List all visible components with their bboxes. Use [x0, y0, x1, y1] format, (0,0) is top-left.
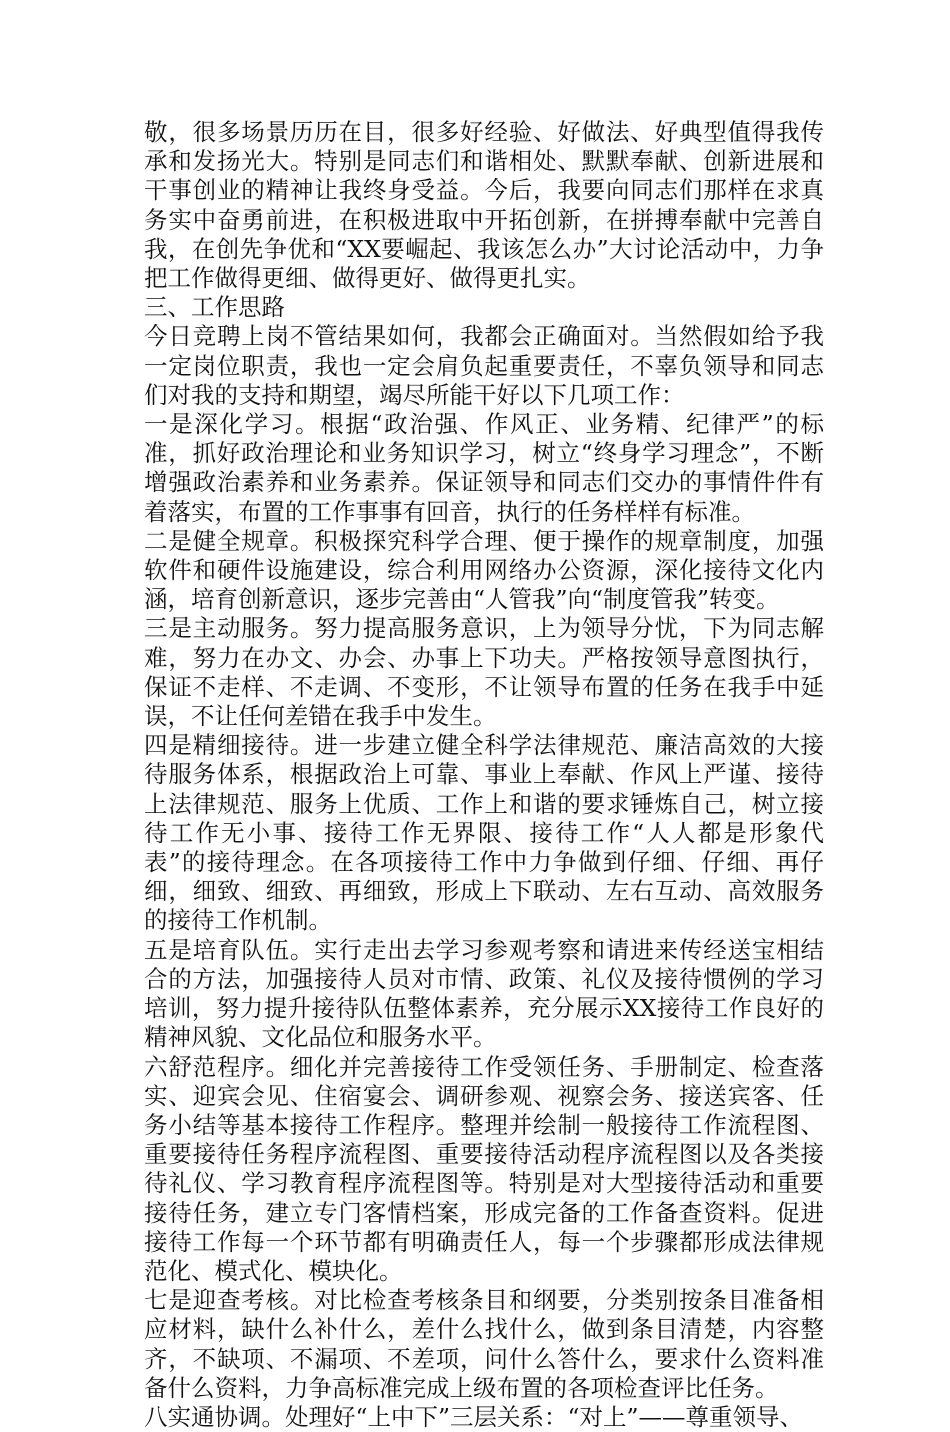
- document-body: [144, 118, 824, 1432]
- section-heading-work-ideas: 三、工作思路: [144, 293, 285, 322]
- paragraph-item-4: 四是精细接待。进一步建立健全科学法律规范、廉洁高效的大接待服务体系，根据政治上可靠、事业上奉献、作风上严谨、接待上法律规范、服务上优质、工作上和谐的要求锤炼自己，树立接待工作无小事、接待工作无界限、接待工作“人人都是形象代表”的接待理念。在各项接待工作中力争做到仔细、仔细、再仔细，细致、细致、再细致，形成上下联动、左右互动、高效服务的接待工作机制。: [144, 731, 824, 935]
- paragraph-opening: 今日竞聘上岗不管结果如何，我都会正确面对。当然假如给予我一定岗位职责，我也一定会肩负起重要责任，不辜负领导和同志们对我的支持和期望，竭尽所能干好以下几项工作：: [144, 322, 824, 409]
- paragraph-item-7: 七是迎查考核。对比检查考核条目和纲要，分类别按条目准备相应材料，缺什么补什么，差什么找什么，做到条目清楚，内容整齐，不缺项、不漏项、不差项，问什么答什么，要求什么资料准备什么资料，力争高标准完成上级布置的各项检查评比任务。: [144, 1286, 824, 1402]
- paragraph-item-2: 二是健全规章。积极探究科学合理、便于操作的规章制度，加强软件和硬件设施建设，综合利用网络办公资源，深化接待文化内涵，培育创新意识，逐步完善由“人管我”向“制度管我”转变。: [144, 526, 824, 614]
- paragraph-intro-continued: 敬，很多场景历历在目，很多好经验、好做法、好典型值得我传承和发扬光大。特别是同志们和谐相处、默默奉献、创新进展和干事创业的精神让我终身受益。今后，我要向同志们那样在求真务实中奋勇前进，在积极进取中开拓创新，在拼搏奉献中完善自我，在创先争优和“XX要崛起、我该怎么办”大讨论活动中，力争把工作做得更细、做得更好、做得更扎实。: [144, 118, 824, 293]
- paragraph-item-3: 三是主动服务。努力提高服务意识，上为领导分忧，下为同志解难，努力在办文、办会、办事上下功夫。严格按领导意图执行，保证不走样、不走调、不变形，不让领导布置的任务在我手中延误，不让任何差错在我手中发生。: [144, 614, 824, 731]
- paragraph-item-5: 五是培育队伍。实行走出去学习参观考察和请进来传经送宝相结合的方法，加强接待人员对市情、政策、礼仪及接待惯例的学习培训，努力提升接待队伍整体素养，充分展示XX接待工作良好的精神风貌、文化品位和服务水平。: [144, 935, 824, 1052]
- paragraph-item-8: 八实通协调。处理好“上中下”三层关系：“对上”——尊重领导、: [144, 1402, 804, 1431]
- paragraph-item-1: 一是深化学习。根据“政治强、作风正、业务精、纪律严”的标准，抓好政治理论和业务知识学习，树立“终身学习理念”，不断增强政治素养和业务素养。保证领导和同志们交办的事情件件有着落实，布置的工作事事有回音，执行的任务样样有标准。: [144, 410, 824, 526]
- paragraph-item-6: 六舒范程序。细化并完善接待工作受领任务、手册制定、检查落实、迎宾会见、住宿宴会、调研参观、视察会务、接送宾客、任务小结等基本接待工作程序。整理并绘制一般接待工作流程图、重要接待任务程序流程图、重要接待活动程序流程图以及各类接待礼仪、学习教育程序流程图等。特别是对大型接待活动和重要接待任务，建立专门客情档案，形成完备的工作备查资料。促进接待工作每一个环节都有明确责任人，每一个步骤都形成法律规范化、模式化、模块化。: [144, 1052, 824, 1285]
